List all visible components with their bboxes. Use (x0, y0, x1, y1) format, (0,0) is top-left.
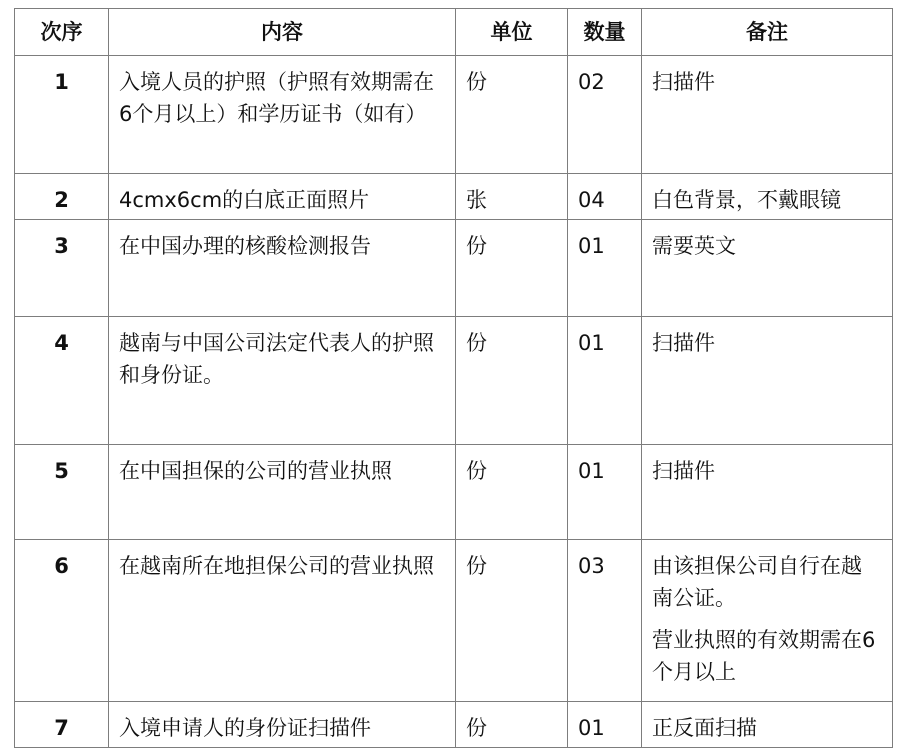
row-content: 入境人员的护照（护照有效期需在6个月以上）和学历证书（如有） (109, 56, 456, 174)
row-index: 6 (15, 540, 109, 702)
row-unit: 份 (456, 56, 568, 174)
table-row (15, 702, 893, 748)
row-notes (642, 317, 893, 445)
header-content: 内容 (109, 9, 456, 56)
row-content: 4cmx6cm的白底正面照片 (109, 174, 456, 220)
note-text: 扫描件 (652, 70, 715, 94)
row-notes (642, 56, 893, 174)
row-unit: 份 (456, 445, 568, 540)
row-content: 在越南所在地担保公司的营业执照 (109, 540, 456, 702)
note-text: 由该担保公司自行在越南公证。 (652, 554, 862, 610)
header-unit: 单位 (456, 9, 568, 56)
header-row (15, 9, 893, 56)
row-index: 2 (15, 174, 109, 220)
row-notes (642, 540, 893, 702)
header-index: 次序 (15, 9, 109, 56)
row-unit: 份 (456, 317, 568, 445)
table-row (15, 56, 893, 174)
note-text: 白色背景，不戴眼镜 (652, 188, 841, 212)
row-quantity: 01 (568, 702, 642, 748)
row-index: 1 (15, 56, 109, 174)
table-row (15, 174, 893, 220)
row-unit: 份 (456, 702, 568, 748)
row-quantity: 02 (568, 56, 642, 174)
row-content: 越南与中国公司法定代表人的护照和身份证。 (109, 317, 456, 445)
row-content: 入境申请人的身份证扫描件 (109, 702, 456, 748)
row-notes (642, 174, 893, 220)
row-unit: 张 (456, 174, 568, 220)
row-quantity: 01 (568, 317, 642, 445)
row-quantity: 01 (568, 445, 642, 540)
row-quantity: 03 (568, 540, 642, 702)
row-unit: 份 (456, 220, 568, 317)
row-notes (642, 702, 893, 748)
note-text: 营业执照的有效期需在6个月以上 (652, 628, 876, 684)
header-quantity: 数量 (568, 9, 642, 56)
note-text: 正反面扫描 (652, 716, 757, 740)
table-row (15, 220, 893, 317)
row-unit: 份 (456, 540, 568, 702)
row-index: 3 (15, 220, 109, 317)
row-notes (642, 220, 893, 317)
document-table (14, 8, 893, 748)
row-notes (642, 445, 893, 540)
header-notes: 备注 (642, 9, 893, 56)
note-text: 需要英文 (652, 234, 736, 258)
note-text: 扫描件 (652, 331, 715, 355)
row-index: 5 (15, 445, 109, 540)
row-index: 4 (15, 317, 109, 445)
table-row (15, 445, 893, 540)
row-index: 7 (15, 702, 109, 748)
note-text: 扫描件 (652, 459, 715, 483)
row-content: 在中国办理的核酸检测报告 (109, 220, 456, 317)
table-row (15, 317, 893, 445)
table-row (15, 540, 893, 702)
row-quantity: 01 (568, 220, 642, 317)
row-content: 在中国担保的公司的营业执照 (109, 445, 456, 540)
row-quantity: 04 (568, 174, 642, 220)
